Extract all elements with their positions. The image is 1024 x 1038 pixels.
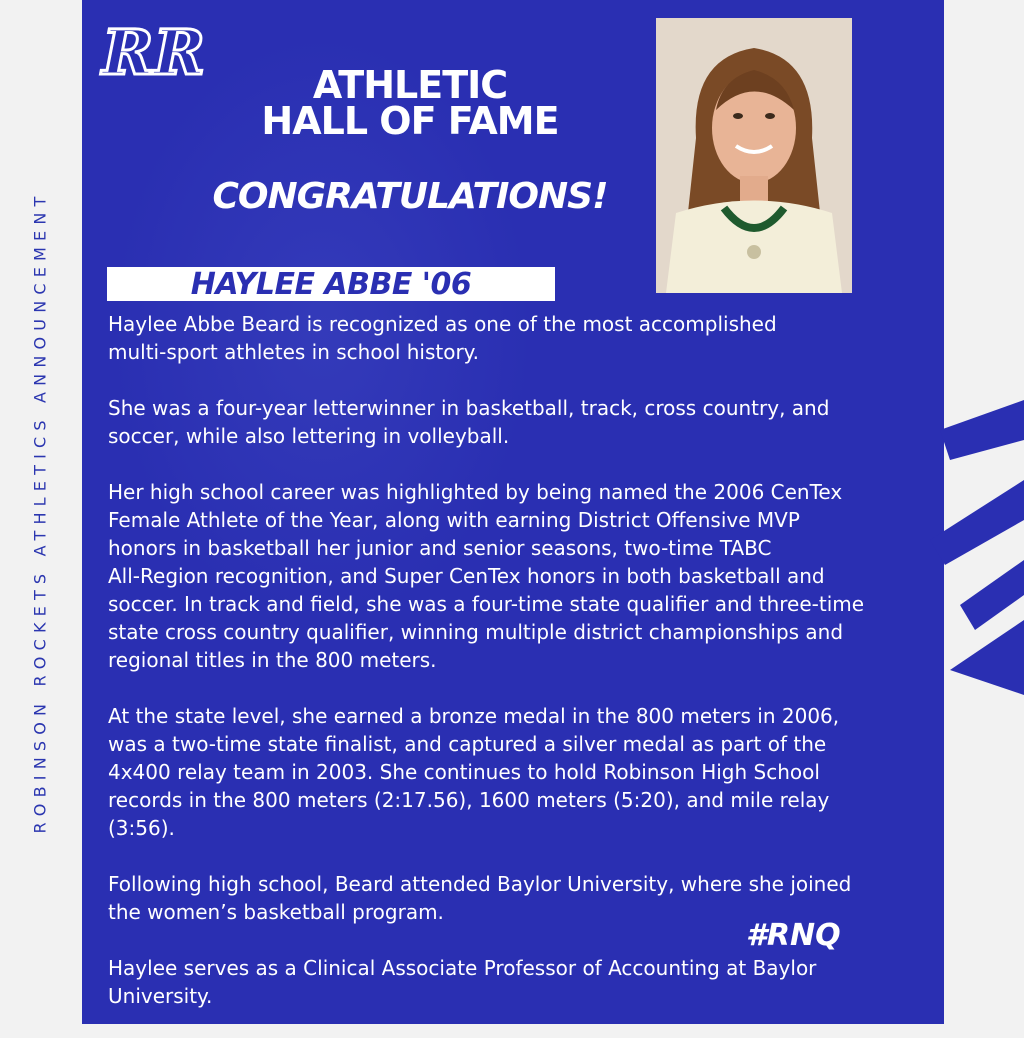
side-label: ROBINSON ROCKETS ATHLETICS ANNOUNCEMENT — [30, 190, 50, 834]
bio-paragraph: Haylee serves as a Clinical Associate Professor of Accounting at Baylor University. — [108, 956, 817, 1008]
inductee-name-bar — [107, 267, 555, 301]
bio-paragraph: She was a four-year letterwinner in basketball, track, cross country, and soccer, while also lettering in volleyball. — [108, 396, 830, 448]
svg-text:RR: RR — [102, 16, 206, 89]
bio-paragraph: Haylee Abbe Beard is recognized as one of the most accomplished multi-sport athletes in school history. — [108, 312, 777, 364]
congratulations-heading: CONGRATULATIONS! — [212, 176, 608, 217]
headline-line-2: HALL OF FAME — [261, 99, 559, 143]
inductee-name: HAYLEE ABBE '06 — [190, 266, 472, 302]
brush-stroke-decoration — [930, 390, 1024, 700]
bio-paragraph: Her high school career was highlighted by being named the 2006 CenTex Female Athlete of the Year, along with earning District Offensive MVP honors in basketball her junior and senior seasons, two-time TABC All-Region recognition, and Super CenTex honors in both basketball and soccer. In track and field, she was a four-time state qualifier and three-time state cross country qualifier, winning multiple district championships and regional titles in the 800 meters. — [108, 480, 865, 672]
hashtag: #RNQ — [746, 918, 841, 953]
player-photo — [656, 18, 852, 293]
headline-line-1: ATHLETIC — [312, 63, 508, 107]
bio-paragraph: At the state level, she earned a bronze medal in the 800 meters in 2006, was a two-time state finalist, and captured a silver medal as part of the 4x400 relay team in 2003. She continues to hold Robinson High School records in the 800 meters (2:17.56), 1600 meters (5:20), and mile relay (3:56). — [108, 704, 840, 840]
bio-paragraph: Following high school, Beard attended Baylor University, where she joined the women’s basketball program. — [108, 872, 852, 924]
